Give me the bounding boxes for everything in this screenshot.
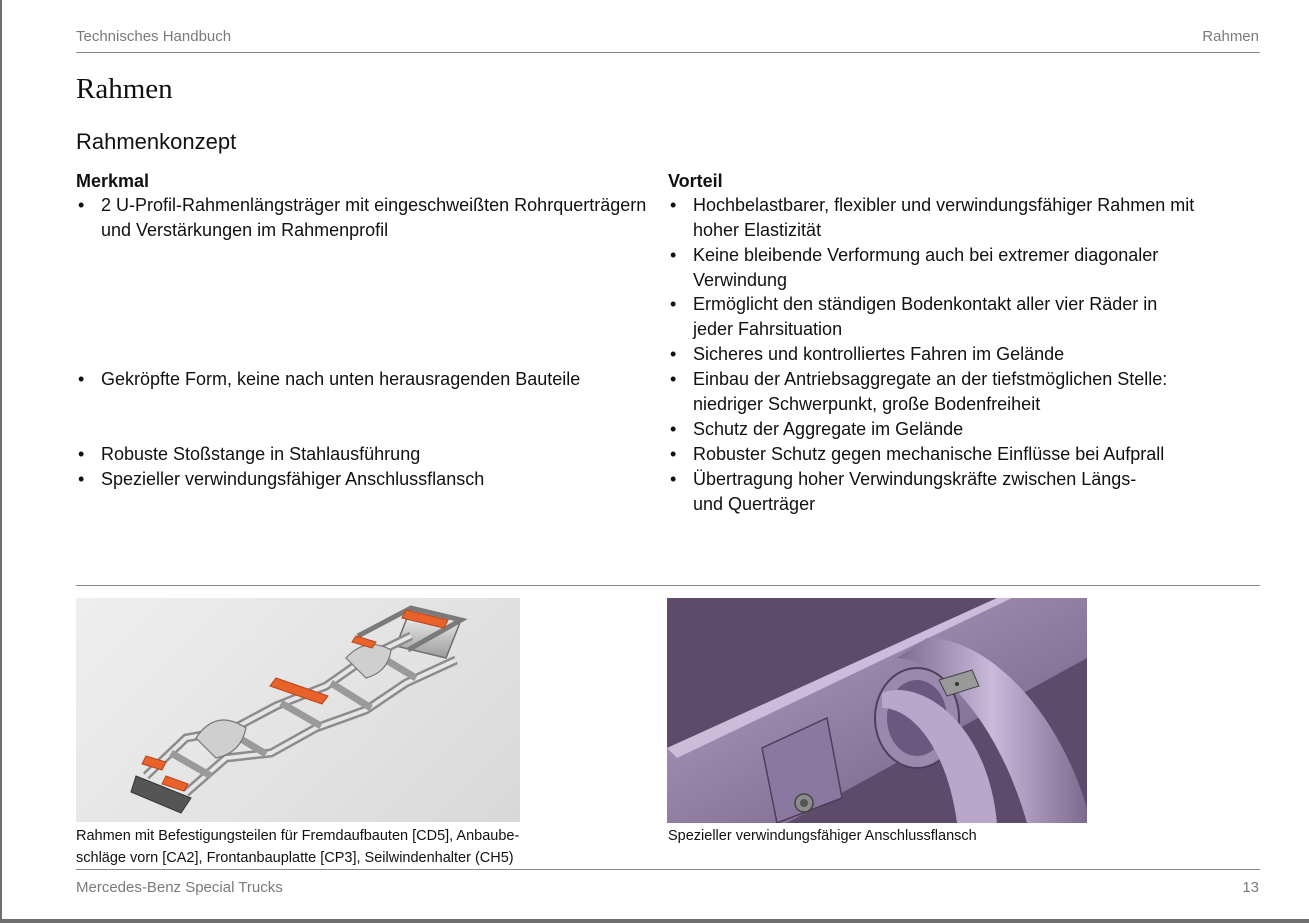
- section-rule: [76, 585, 1260, 586]
- bullet-marker: •: [78, 195, 85, 215]
- vorteil-line: Schutz der Aggregate im Gelände: [693, 419, 964, 439]
- caption-flange: Spezieller verwindungsfähiger Anschlussflansch: [668, 828, 977, 844]
- merkmal-line: und Verstärkungen im Rahmenprofil: [101, 220, 389, 240]
- frame-chassis-image: [76, 598, 520, 822]
- bullet-marker: •: [670, 444, 677, 464]
- vorteil-line: Sicheres und kontrolliertes Fahren im Gelände: [693, 344, 1065, 364]
- vorteil-line: und Querträger: [693, 494, 816, 514]
- bullet-marker: •: [670, 419, 677, 439]
- merkmal-line: 2 U-Profil-Rahmenlängsträger mit eingeschweißten Rohrquerträgern: [101, 195, 647, 215]
- bullet-marker: •: [78, 369, 85, 389]
- vorteil-line: Keine bleibende Verformung auch bei extremer diagonaler: [693, 245, 1159, 265]
- vorteil-line: Verwindung: [693, 270, 788, 290]
- page-title: Rahmen: [76, 73, 173, 105]
- bullet-marker: •: [670, 369, 677, 389]
- vorteil-line: Übertragung hoher Verwindungskräfte zwischen Längs-: [693, 469, 1137, 489]
- footer-rule: [76, 869, 1260, 870]
- bullet-marker: •: [78, 469, 85, 489]
- vorteil-line: jeder Fahrsituation: [693, 319, 843, 339]
- bullet-marker: •: [670, 245, 677, 265]
- merkmal-line: Spezieller verwindungsfähiger Anschlussflansch: [101, 469, 485, 489]
- bullet-marker: •: [670, 294, 677, 314]
- section-subtitle: Rahmenkonzept: [76, 129, 237, 154]
- bullet-marker: •: [670, 344, 677, 364]
- page-number: 13: [1242, 879, 1259, 896]
- running-header-right: Rahmen: [1202, 28, 1259, 45]
- vorteil-line: hoher Elastizität: [693, 220, 822, 240]
- bullet-marker: •: [78, 444, 85, 464]
- merkmal-line: Gekröpfte Form, keine nach unten herausragenden Bauteile: [101, 369, 581, 389]
- flange-detail-image: [667, 598, 1087, 823]
- caption-frame-line1: Rahmen mit Befestigungsteilen für Fremdaufbauten [CD5], Anbaube-: [76, 828, 520, 844]
- merkmal-heading: Merkmal: [76, 171, 150, 191]
- vorteil-line: Ermöglicht den ständigen Bodenkontakt aller vier Räder in: [693, 294, 1158, 314]
- caption-frame-line2: schläge vorn [CA2], Frontanbauplatte [CP3], Seilwindenhalter (CH5): [76, 850, 514, 866]
- vorteil-line: Hochbelastbarer, flexibler und verwindungsfähiger Rahmen mit: [693, 195, 1195, 215]
- bullet-marker: •: [670, 469, 677, 489]
- merkmal-line: Robuste Stoßstange in Stahlausführung: [101, 444, 421, 464]
- page-frame-bottom: [0, 919, 1309, 923]
- footer-brand: Mercedes-Benz Special Trucks: [76, 879, 283, 896]
- vorteil-line: Einbau der Antriebsaggregate an der tiefstmöglichen Stelle:: [693, 369, 1168, 389]
- vorteil-heading: Vorteil: [668, 171, 723, 191]
- vorteil-line: niedriger Schwerpunkt, große Bodenfreiheit: [693, 394, 1041, 414]
- header-rule: [76, 52, 1260, 53]
- vorteil-line: Robuster Schutz gegen mechanische Einflüsse bei Aufprall: [693, 444, 1165, 464]
- page-frame-left: [0, 0, 2, 923]
- running-header-left: Technisches Handbuch: [76, 28, 232, 45]
- bullet-marker: •: [670, 195, 677, 215]
